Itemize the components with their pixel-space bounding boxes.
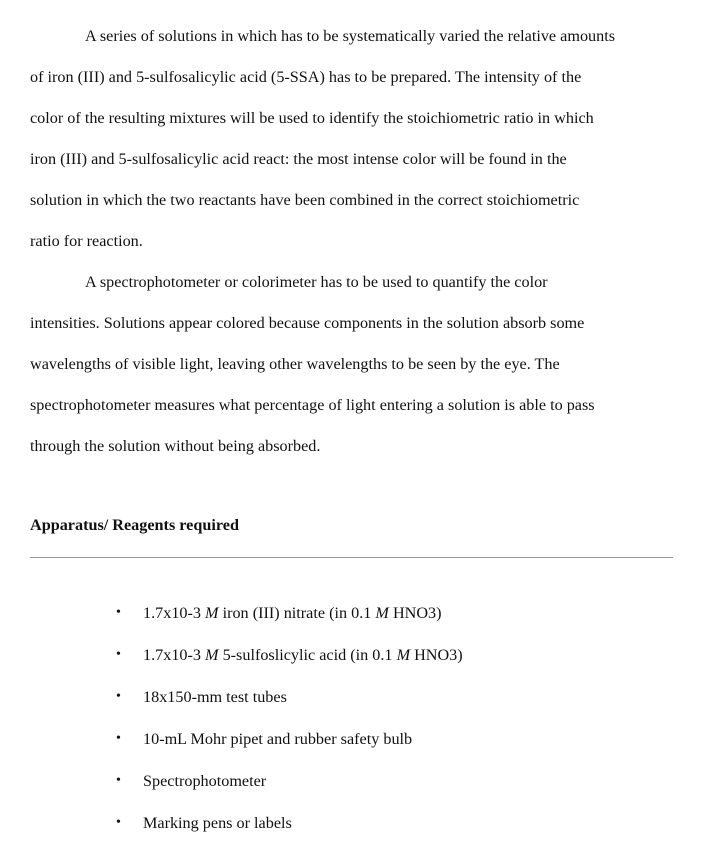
paragraph-line: iron (III) and 5-sulfosalicylic acid react: the most intense color will be found in the [30,150,567,168]
paragraph-line: of iron (III) and 5-sulfosalicylic acid (5-SSA) has to be prepared. The intensity of the [30,68,582,86]
bullet-icon: • [116,731,121,746]
list-item-text: Spectrophotometer [143,772,267,790]
bullet-icon: • [116,689,121,704]
bullet-icon: • [116,815,121,830]
bullet-icon: • [116,773,121,788]
bullet-icon: • [116,605,121,620]
paragraph-line: color of the resulting mixtures will be used to identify the stoichiometric ratio in which [30,109,594,127]
paragraph-intro [30,16,690,262]
list-item-text: 1.7x10-3 M iron (III) nitrate (in 0.1 M HNO3) [143,604,442,622]
list-item-text: 1.7x10-3 M 5-sulfoslicylic acid (in 0.1 M HNO3) [143,646,463,664]
paragraph-line: solution in which the two reactants have been combined in the correct stoichiometric [30,191,580,209]
horizontal-divider [30,557,673,558]
paragraph-spectrophotometer [30,262,690,467]
paragraph-line: A spectrophotometer or colorimeter has to be used to quantify the color [85,273,548,291]
paragraph-line: spectrophotometer measures what percentage of light entering a solution is able to pass [30,396,595,414]
list-item-text: 18x150-mm test tubes [143,688,287,706]
list-item-text: 10-mL Mohr pipet and rubber safety bulb [143,730,413,748]
list-item-text: Marking pens or labels [143,814,292,832]
bullet-icon: • [116,647,121,662]
paragraph-line: through the solution without being absorbed. [30,437,321,455]
paragraph-line: ratio for reaction. [30,232,143,250]
paragraph-line: intensities. Solutions appear colored because components in the solution absorb some [30,314,585,332]
section-heading: Apparatus/ Reagents required [30,516,239,534]
paragraph-line: wavelengths of visible light, leaving other wavelengths to be seen by the eye. The [30,355,560,373]
paragraph-line: A series of solutions in which has to be systematically varied the relative amounts [85,27,616,45]
